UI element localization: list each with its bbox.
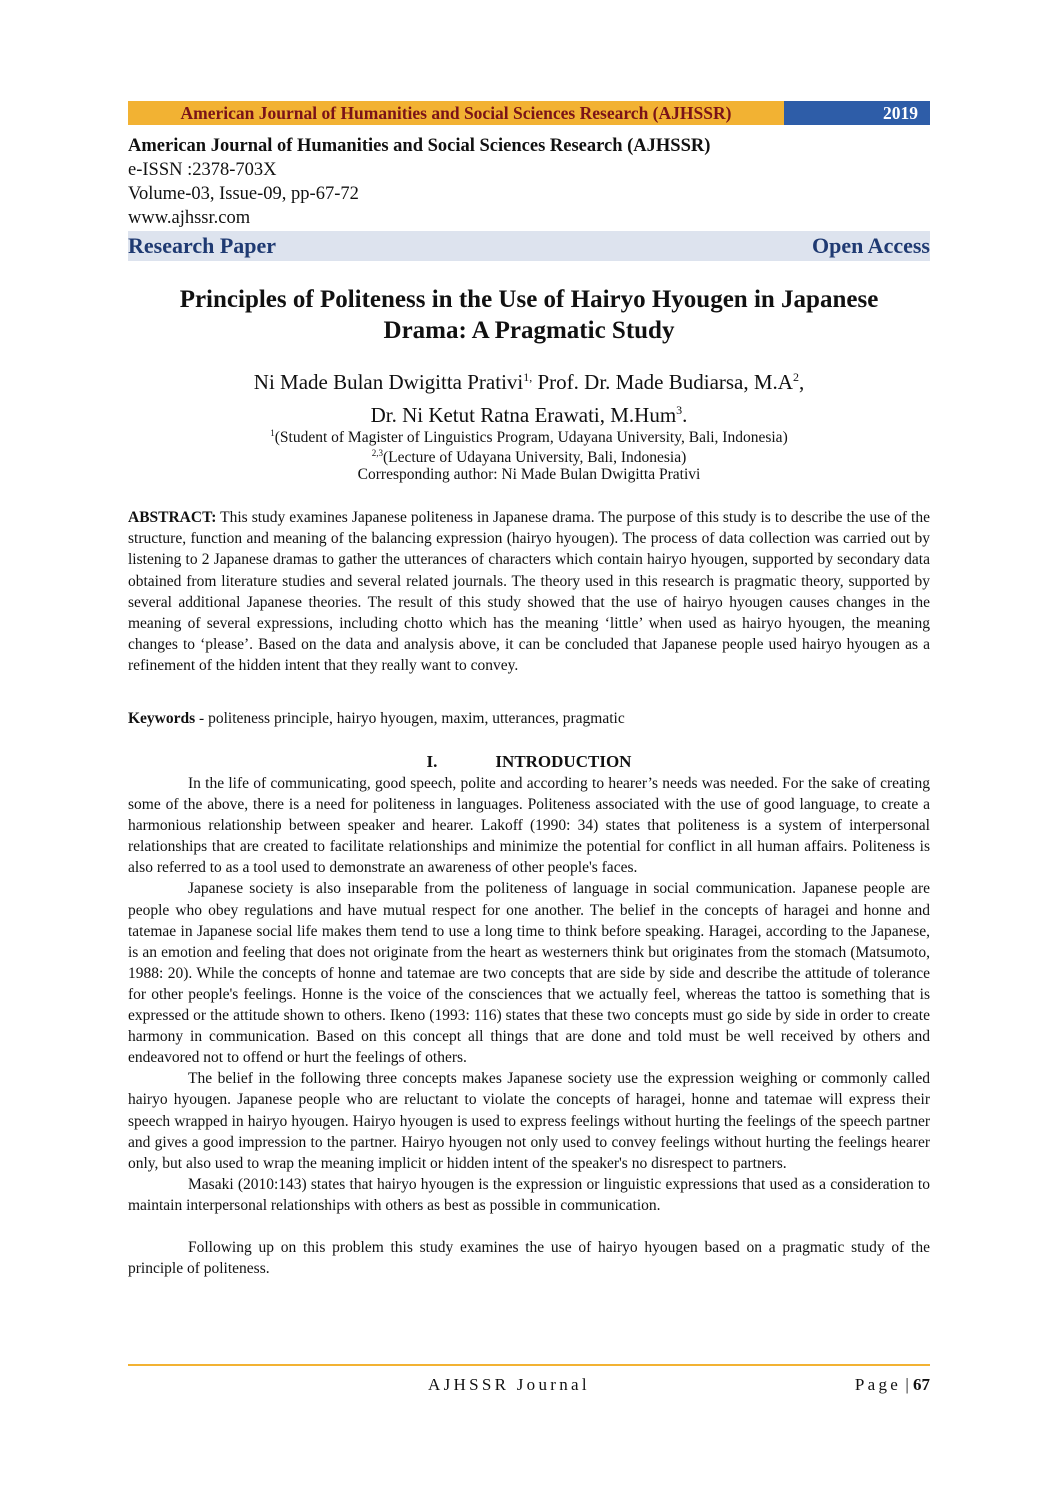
section-heading-introduction — [128, 751, 930, 773]
paragraph-4: Masaki (2010:143) states that hairyo hyougen is the expression or linguistic expressions that used as a consideration to maintain interpersonal relationships with others as best as possible in communication. — [128, 1175, 930, 1214]
section-title: INTRODUCTION — [495, 752, 632, 771]
paragraph-3: The belief in the following three concepts makes Japanese society use the expression weighing or commonly called hairyo hyougen. Japanese people who are reluctant to violate the concepts of haragei, honne and tatemae will express their speech wrapped in hairyo hyougen. Hairyo hyougen is used to express feelings without hurting the feelings of the speech partner and gives a good impression to the partner. Hairyo hyougen not only used to convey feelings without hurting the feelings hearer only, but also used to wrap the meaning implicit or hidden intent of the speaker's no disrespect to partners. — [128, 1070, 930, 1172]
keywords-text: - politeness principle, hairyo hyougen, maxim, utterances, pragmatic — [195, 710, 625, 727]
abstract-label: ABSTRACT: — [128, 509, 217, 526]
paper-type-band — [128, 231, 930, 261]
paper-title — [128, 284, 930, 346]
footer-page-label: Page — [854, 1375, 902, 1394]
section-number: I. — [426, 752, 438, 771]
author-2: Prof. Dr. Made Budiarsa, M.A — [532, 370, 793, 394]
journal-website[interactable]: www.ajhssr.com — [128, 208, 251, 228]
footer-journal: AJHSSR Journal — [428, 1375, 590, 1394]
running-header-year: 2019 — [784, 101, 930, 125]
paragraph-1: In the life of communicating, good speech, polite and according to hearer’s needs was needed. For the sake of creating some of the above, there is a need for politeness in languages. Politeness associated with the use of good language, to create a harmonious relationship between speaker and hearer. Lakoff (1990: 34) states that politeness is a system of interpersonal relationships that are created to facilitate relationships and minimize the potential for conflict in all human affairs. Politeness is also referred to as a tool used to demonstrate an awareness of other people's faces. — [128, 775, 930, 877]
affiliation-1-marker: 1 — [270, 428, 275, 438]
affiliation-2-text: (Lecture of Udayana University, Bali, Indonesia) — [382, 449, 687, 467]
affiliation-1-text: (Student of Magister of Linguistics Program, Udayana University, Bali, Indonesia) — [274, 429, 788, 447]
author-1: Ni Made Bulan Dwigitta Prativi — [253, 370, 524, 394]
paragraph-2: Japanese society is also inseparable from the politeness of language in social communication. Japanese people are people who obey regulations and have mutual respect for one another. The belief in the concepts of haragei and honne and tatemae in Japanese social life makes them tend to use a long time to think before speaking. Haragei, according to the Japanese, is an emotion and feeling that does not originate from the heart as westerners think but originates from the stomach (Matsumoto, 1988: 20). While the concepts of honne and tatemae are two concepts that are side by side and describe the attitude of tolerance for other people's feelings. Honne is the voice of the consciences that we actually feel, whereas the tattoo is something that is expressed or the attitude shown to others. Ikeno (1993: 116) states that these two concepts must go side by side in order to create harmony in communication. Based on this concept all things that are done and told must be well received by others and endeavored not to offend or hurt the feelings of others. — [128, 880, 930, 1067]
keywords-label: Keywords — [128, 710, 196, 727]
abstract — [128, 507, 930, 677]
abstract-text: This study examines Japanese politeness in Japanese drama. The purpose of this study is to describe the use of the structure, function and meaning of the balancing expression (hairyo hyougen). The process of data collection was carried out by listening to 2 Japanese dramas to gather the utterances of characters which contain hairyo hyougen, supported by secondary data obtained from literature studies and several related journals. The theory used in this research is pragmatic theory, supported by several additional Japanese theories. The result of this study showed that the use of hairyo hyougen causes changes in the meaning of several expressions, including chotto which has the meaning ‘little’ when used as hairyo hyougen, the meaning changes to ‘please’. Based on the data and analysis above, it can be concluded that Japanese people used hairyo hyougen as a refinement of the hidden intent that they really want to convey. — [128, 509, 930, 675]
footer-page-number: 67 — [913, 1375, 930, 1394]
running-header-journal: American Journal of Humanities and Social Sciences Research (AJHSSR) — [128, 101, 784, 125]
journal-info — [128, 134, 930, 230]
paper-title-line1: Principles of Politeness in the Use of Hairyo Hyougen in Japanese — [179, 286, 879, 313]
page-footer — [128, 1375, 930, 1397]
author-2-affiliation: 2 — [792, 370, 799, 384]
paper-title-line2: Drama: A Pragmatic Study — [383, 317, 675, 344]
footer-divider — [128, 1364, 930, 1366]
author-1-affiliation: 1, — [523, 370, 533, 384]
running-header — [128, 101, 930, 125]
author-3: Dr. Ni Ketut Ratna Erawati, M.Hum — [370, 403, 677, 427]
affiliation-2 — [128, 444, 930, 467]
author-list-end: . — [682, 403, 688, 427]
author-3-affiliation: 3 — [676, 403, 683, 417]
corresponding-author: Corresponding author: Ni Made Bulan Dwigitta Prativi — [357, 466, 701, 483]
open-access-label: Open Access — [812, 233, 930, 258]
author-list — [128, 363, 930, 429]
footer-page: Page | 67 — [854, 1375, 930, 1394]
affiliation-2-marker: 2,3 — [371, 448, 383, 458]
paragraph-5: Following up on this problem this study examines the use of hairyo hyougen based on a pragmatic study of the principle of politeness. — [128, 1238, 930, 1278]
journal-issn: e-ISSN :2378-703X — [128, 160, 277, 180]
introduction-body — [128, 773, 930, 1279]
journal-volume: Volume-03, Issue-09, pp-67-72 — [128, 184, 359, 204]
paper-type-label: Research Paper — [128, 233, 277, 258]
author-separator: , — [798, 370, 805, 394]
journal-name: American Journal of Humanities and Social Sciences Research (AJHSSR) — [128, 136, 711, 156]
keywords — [128, 709, 930, 729]
